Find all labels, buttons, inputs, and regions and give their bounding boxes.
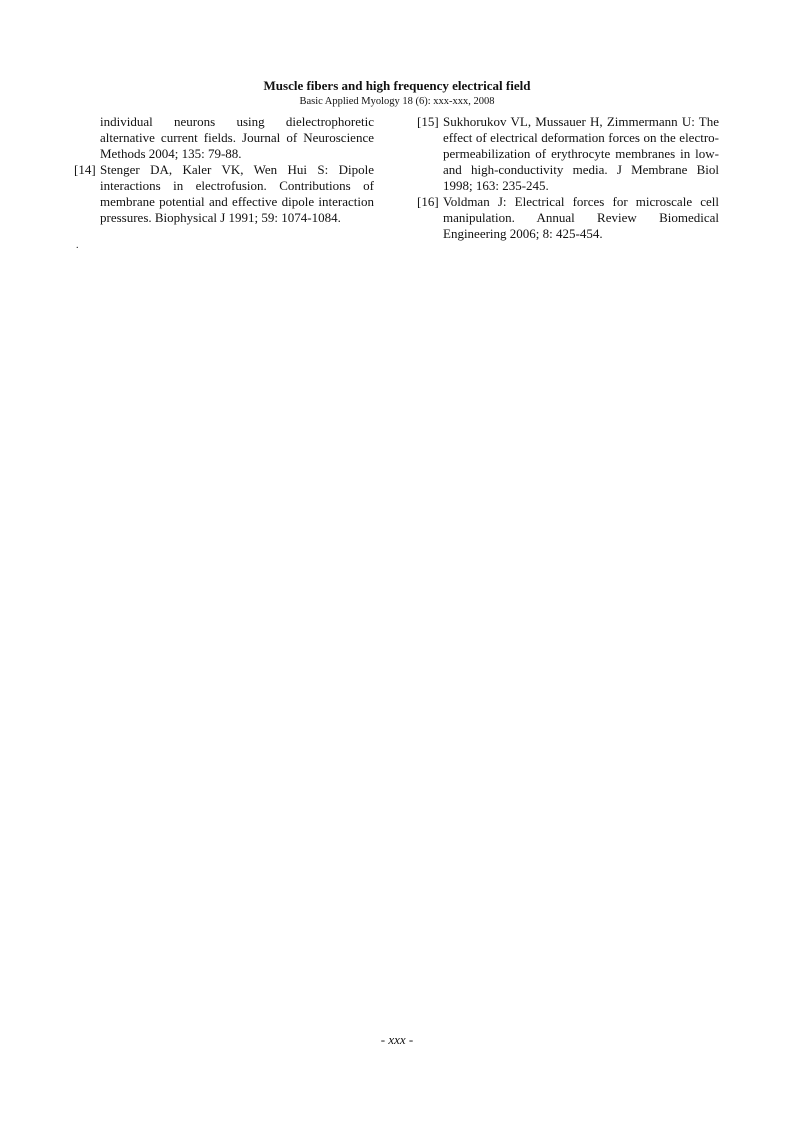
reference-number: [14] [74, 162, 96, 177]
page-number: - xxx - [380, 1032, 414, 1047]
reference-continuation: individual neurons using dielectrophoretic alternative current fields. Journal of Neuroscience Methods 2004; 135: 79-88. [100, 114, 374, 161]
journal-citation: Basic Applied Myology 18 (6): xxx-xxx, 2008 [299, 96, 495, 107]
reference-number: [15] [417, 114, 439, 129]
left-column [74, 114, 374, 226]
reference-item [417, 194, 719, 242]
reference-text: Voldman J: Electrical forces for microscale cell manipulation. Annual Review Biomedical Engineering 2006; 8: 425-454. [443, 194, 719, 241]
right-column [417, 114, 719, 242]
reference-number: [16] [417, 194, 439, 209]
reference-item [74, 162, 374, 226]
reference-text: Stenger DA, Kaler VK, Wen Hui S: Dipole interactions in electrofusion. Contributions of membrane potential and effective dipole interaction pressures. Biophysical J 1991; 59: 1074-1084. [100, 162, 374, 225]
stray-mark: . [76, 240, 79, 251]
reference-item [417, 114, 719, 194]
running-title: Muscle fibers and high frequency electrical field [263, 78, 531, 93]
reference-text: Sukhorukov VL, Mussauer H, Zimmermann U: The effect of electrical deformation forces on the electro-permeabilization of erythrocyte membranes in low- and high-conductivity media. J Membrane Biol 1998; 163: 235-245. [443, 114, 719, 193]
